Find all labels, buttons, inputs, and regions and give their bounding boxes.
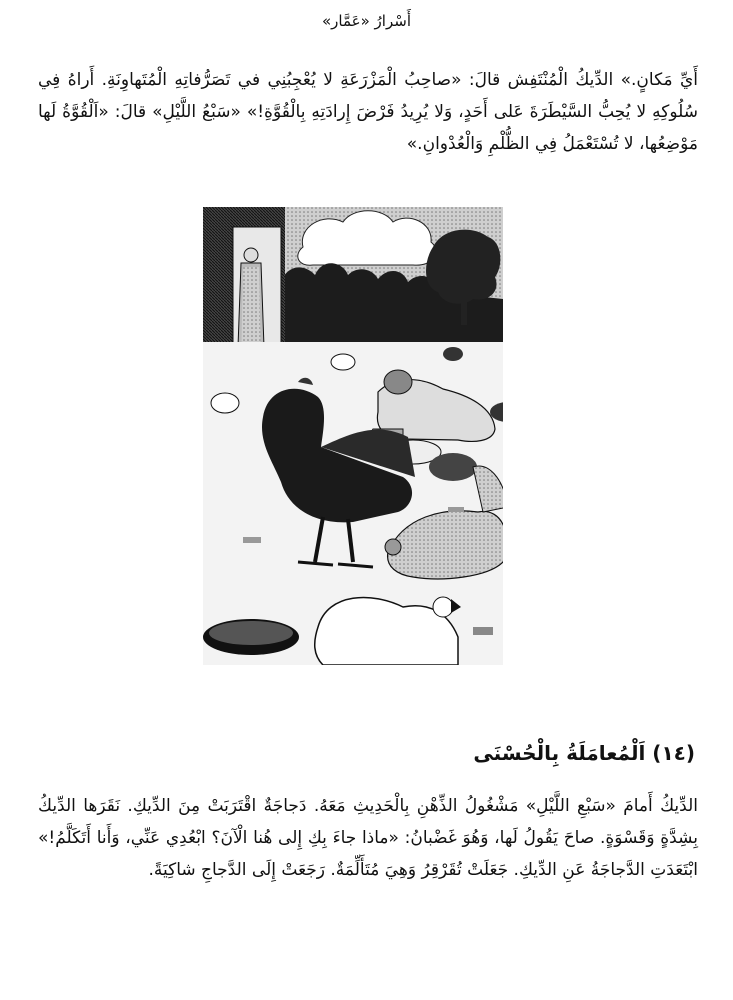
small-chicken bbox=[443, 347, 463, 361]
chicken bbox=[429, 453, 477, 481]
section-heading: (١٤) اَلْمُعامَلَةُ بِالْحُسْنَى bbox=[473, 741, 695, 765]
white-hen bbox=[315, 597, 461, 665]
small-chicken bbox=[331, 354, 355, 370]
running-head: أَسْرارُ «عَمَّار» bbox=[322, 12, 411, 30]
paragraph-1: أَيِّ مَكانٍ.» الدِّيكُ الْمُنْتَفِش قالَ: «صاحِبُ الْمَزْرَعَةِ لا يُعْجِبُنِي في تَصَرُّفاتِهِ الْمُتَهاوِنَةِ. أَراهُ فِي سُلُوكِهِ لا يُحِبُّ السَّيْطَرَةَ عَلى أَحَدٍ، وَلا يُرِيدُ فَرْضَ إِرادَتِهِ بِالْقُوَّةِ!» «سَبْعُ اللَّيْلِ» قالَ: «اَلْقُوَّةُ لَها مَوْضِعُها، لا تُسْتَعْمَلُ فِي الظُّلْمِ وَالْعُدْوانِ.» bbox=[38, 70, 698, 154]
farmyard-illustration bbox=[203, 207, 503, 665]
paragraph-2: الدِّيكُ أَمامَ «سَبْعِ اللَّيْلِ» مَشْغُولُ الذِّهْنِ بِالْحَدِيثِ مَعَهُ. دَجاجَةٌ اقْتَرَبَتْ مِنَ الدِّيكِ. نَقَرَها الدِّيكُ بِشِدَّةٍ وَقَسْوَةٍ. صاحَ يَقُولُ لَها، وَهُوَ غَضْبانُ: «ماذا جاءَ بِكِ إِلى هُنا الْآنَ؟ ابْعُدِي عَنِّي، وَأَنا أَتَكَلَّمُ!» ابْتَعَدَتِ الدَّجاجَةُ عَنِ الدِّيكِ. جَعَلَتْ تُقَرْقِرُ وَهِيَ مُتَأَلِّمَةٌ. رَجَعَتْ إِلَى الدَّجاجِ شاكِيَةً. bbox=[38, 796, 698, 880]
small-chicken bbox=[211, 393, 239, 413]
